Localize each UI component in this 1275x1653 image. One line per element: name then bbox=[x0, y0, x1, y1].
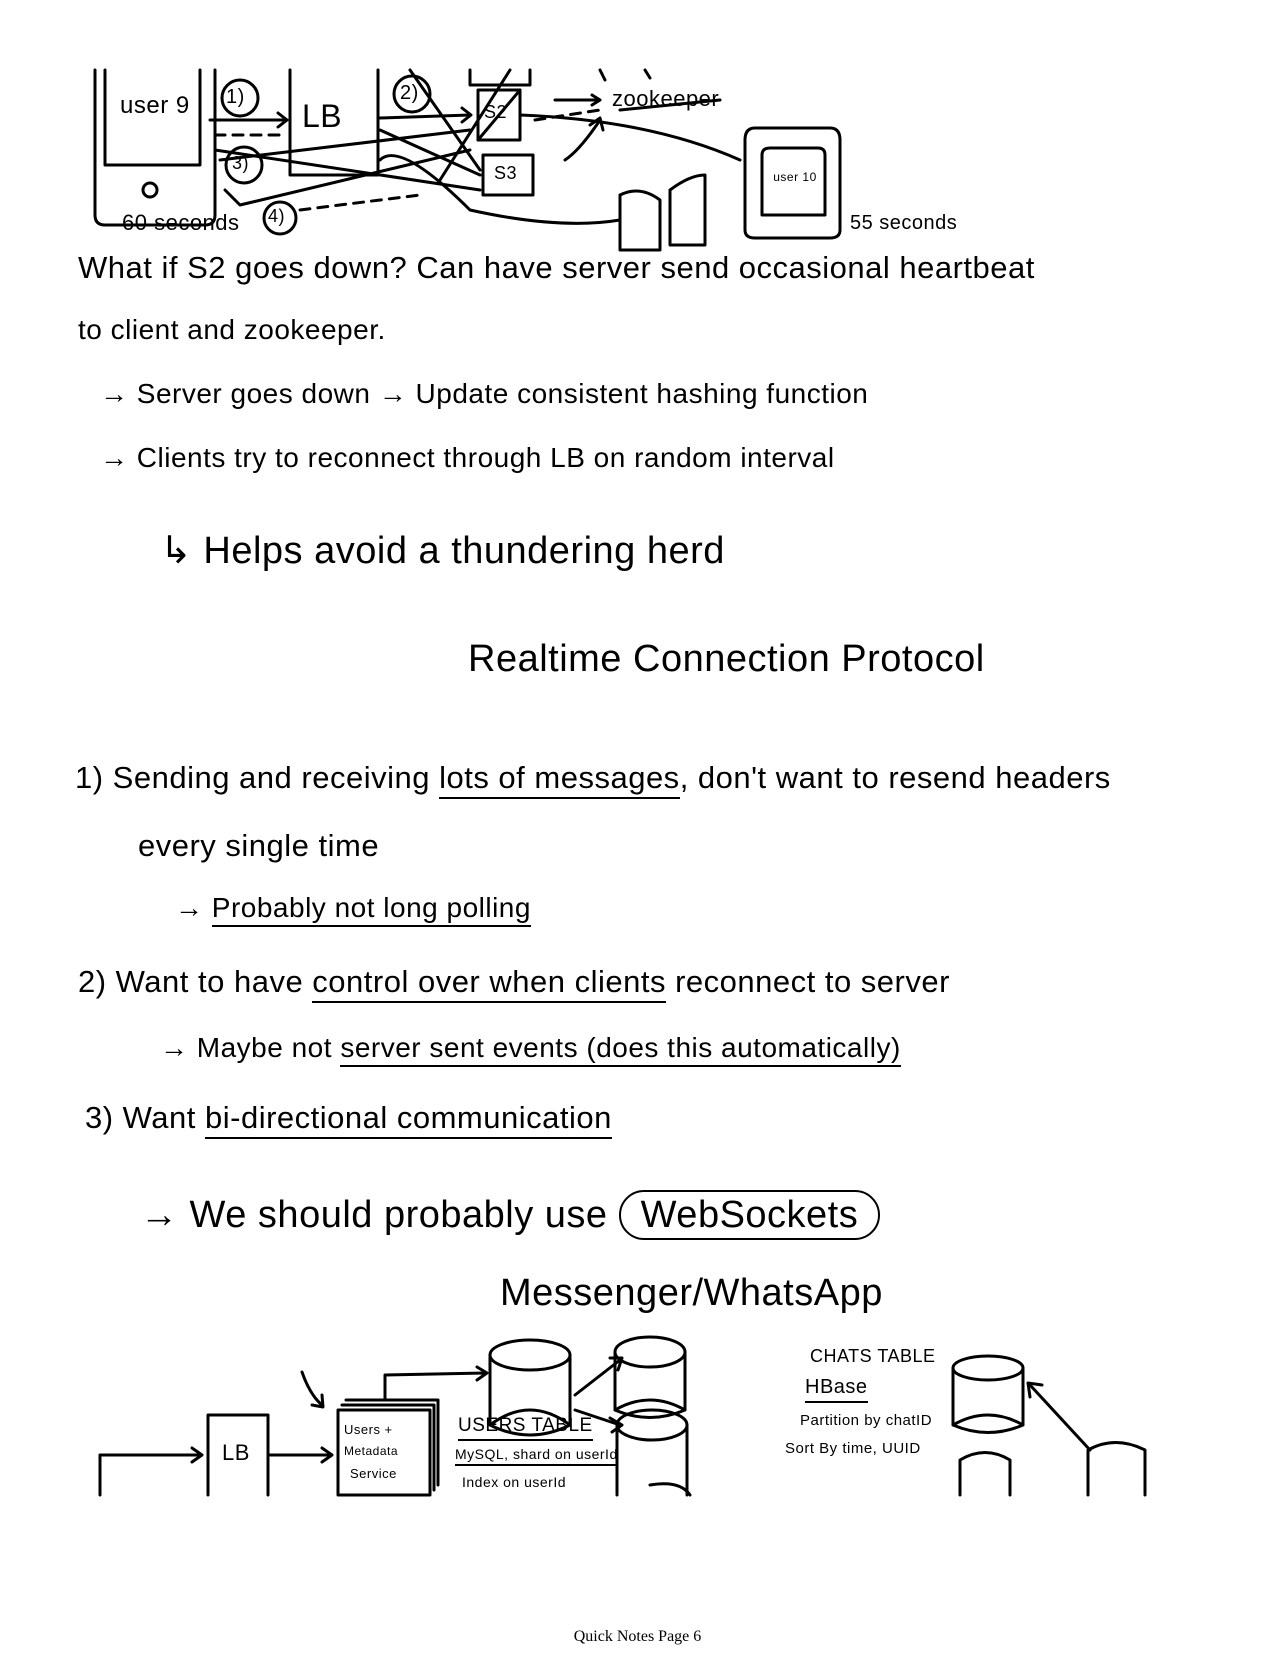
point-2-underlined: control over when clients bbox=[312, 964, 666, 1003]
lb-label: LB bbox=[302, 98, 343, 134]
server-s2-label: S2 bbox=[484, 102, 508, 122]
users-index-label: Index on userId bbox=[462, 1474, 567, 1490]
point-2-suffix: reconnect to server bbox=[665, 964, 950, 999]
timeout-60-label: 60 seconds bbox=[122, 210, 240, 235]
service-label-1: Users + bbox=[344, 1422, 393, 1437]
note-bullet-2: → Clients try to reconnect through LB on random interval bbox=[100, 442, 835, 473]
point-1-text: 1) Sending and receiving bbox=[75, 760, 440, 795]
chats-table-label: CHATS TABLE bbox=[810, 1346, 936, 1366]
service-label-2: Metadata bbox=[344, 1444, 399, 1458]
websockets-circled: WebSockets bbox=[619, 1190, 881, 1240]
step-4-label: 4) bbox=[268, 206, 286, 226]
section-title: Realtime Connection Protocol bbox=[468, 638, 985, 680]
point-2-text: 2) Want to have bbox=[78, 964, 313, 999]
point-1-underlined: lots of messages bbox=[439, 760, 680, 799]
point-1-continued: every single time bbox=[138, 828, 380, 863]
timeout-55-label: 55 seconds bbox=[850, 212, 958, 234]
zookeeper-label: zookeeper bbox=[612, 86, 720, 111]
users-db-label: MySQL, shard on userId bbox=[455, 1446, 618, 1466]
chats-sort-label: Sort By time, UUID bbox=[785, 1440, 921, 1457]
service-label-3: Service bbox=[350, 1466, 397, 1481]
point-3-underlined: bi-directional communication bbox=[205, 1100, 612, 1139]
chats-partition-label: Partition by chatID bbox=[800, 1412, 933, 1429]
step-2-label: 2) bbox=[400, 82, 419, 104]
step-1-label: 1) bbox=[226, 86, 245, 108]
note-bullet-1: → Server goes down → Update consistent hashing function bbox=[100, 378, 869, 409]
note-line-1: What if S2 goes down? Can have server send occasional heartbeat bbox=[78, 250, 1035, 285]
point-2-arrow-text: → Maybe not bbox=[160, 1032, 341, 1063]
note-sub-bullet: ↳ Helps avoid a thundering herd bbox=[160, 530, 725, 572]
step-3-label: 3) bbox=[232, 153, 250, 173]
chats-db-label: HBase bbox=[805, 1376, 868, 1403]
point-3-arrow-text: → We should probably use bbox=[140, 1194, 608, 1236]
point-1-suffix: , don't want to resend headers bbox=[679, 760, 1111, 795]
lb-label-bottom: LB bbox=[222, 1440, 250, 1465]
point-2-conclusion-text: server sent events (does this automatically) bbox=[340, 1032, 900, 1067]
arrow: → bbox=[175, 892, 212, 923]
point-1-conclusion-text: Probably not long polling bbox=[212, 892, 531, 927]
user-10-label: user 10 bbox=[773, 170, 817, 184]
note-line-2: to client and zookeeper. bbox=[78, 314, 386, 345]
server-s3-label: S3 bbox=[494, 163, 518, 183]
messenger-title: Messenger/WhatsApp bbox=[500, 1272, 883, 1314]
user-9-label: user 9 bbox=[120, 92, 190, 119]
point-3-text: 3) Want bbox=[85, 1100, 205, 1135]
page-footer: Quick Notes Page 6 bbox=[573, 1628, 702, 1645]
users-table-label: USERS TABLE bbox=[458, 1415, 593, 1441]
